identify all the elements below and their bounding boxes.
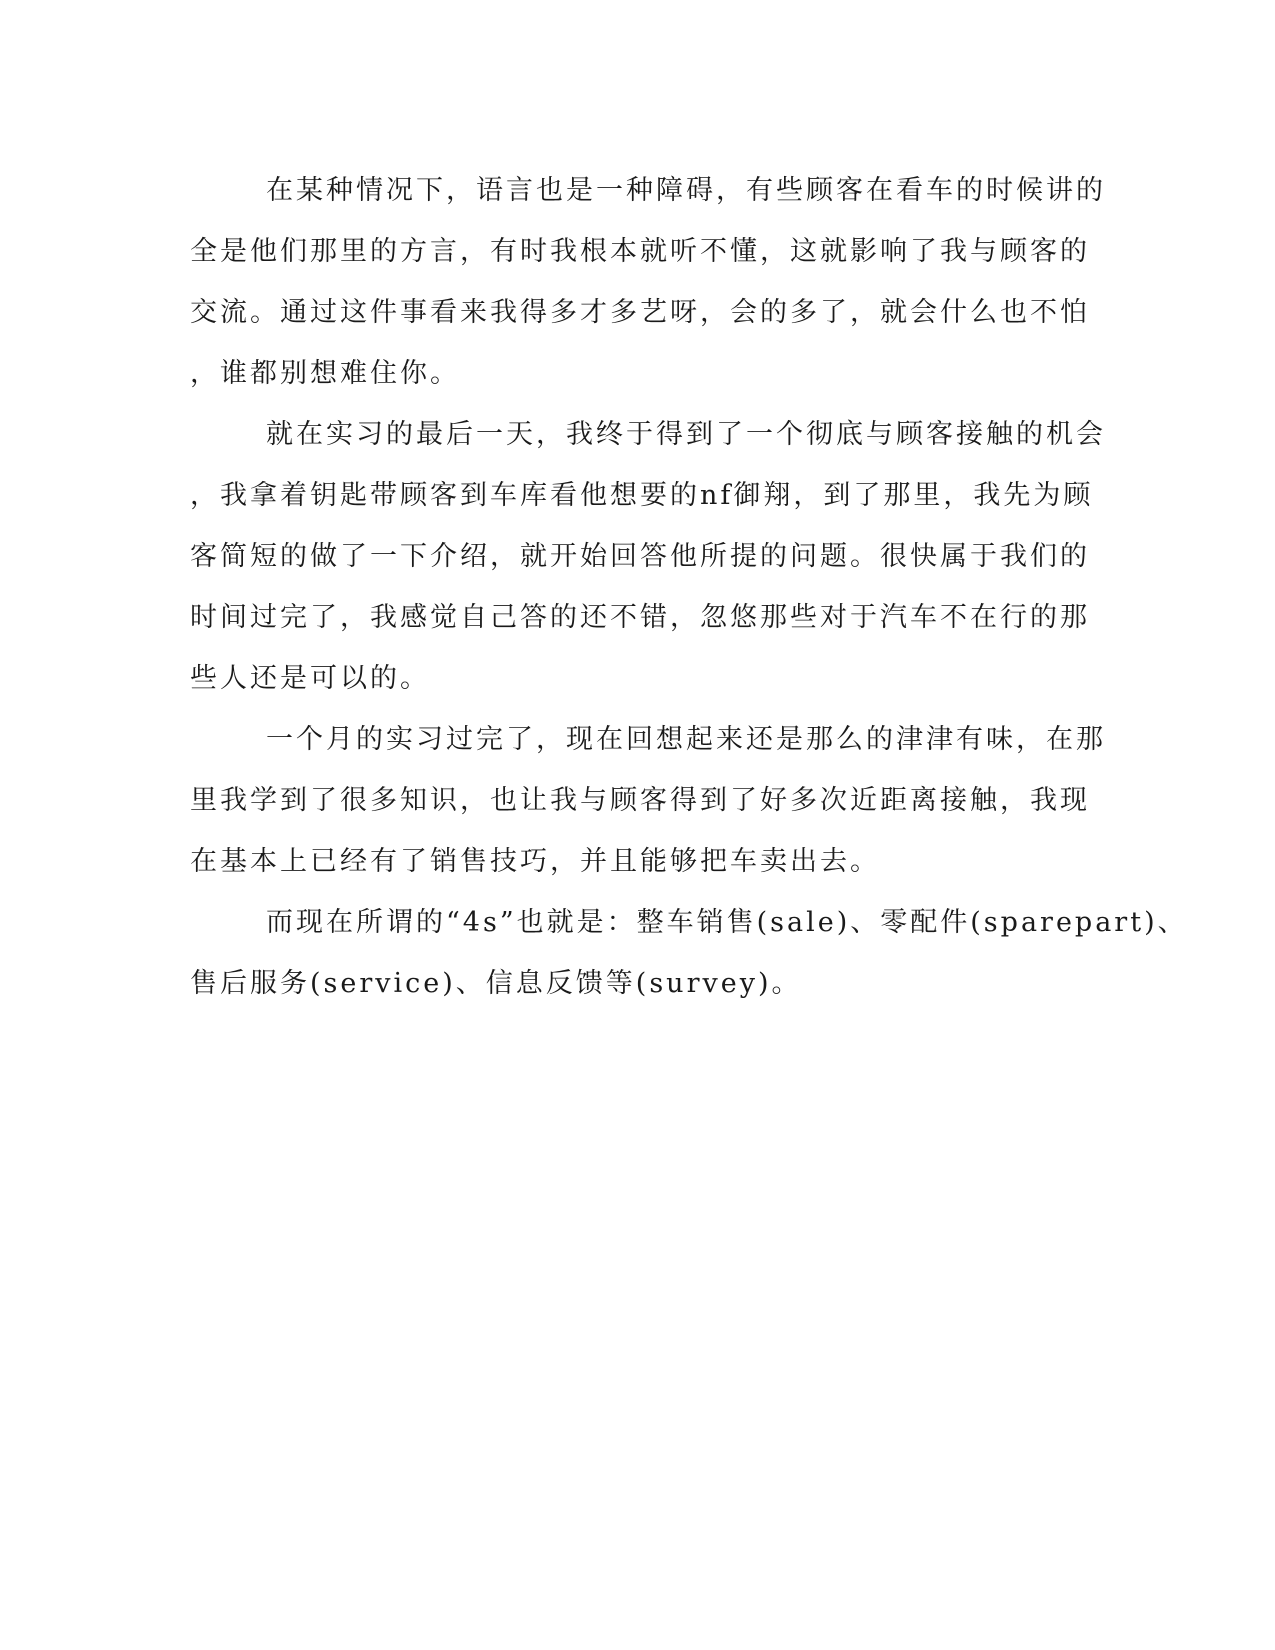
paragraph-line: 在某种情况下，语言也是一种障碍，有些顾客在看车的时候讲的	[266, 175, 1106, 206]
paragraph-2	[190, 404, 1106, 709]
paragraph-4	[190, 892, 1188, 1014]
paragraph-line: ，谁都别想难住你。	[190, 358, 460, 389]
paragraph-1	[190, 160, 1106, 404]
paragraph-line: 里我学到了很多知识，也让我与顾客得到了好多次近距离接触，我现	[190, 785, 1090, 816]
paragraph-line: 售后服务(service)、信息反馈等(survey)。	[190, 968, 802, 999]
paragraph-line: 些人还是可以的。	[190, 663, 430, 694]
paragraph-line: ，我拿着钥匙带顾客到车库看他想要的nf御翔，到了那里，我先为顾	[190, 480, 1094, 511]
paragraph-line: 在基本上已经有了销售技巧，并且能够把车卖出去。	[190, 846, 880, 877]
paragraph-line: 就在实习的最后一天，我终于得到了一个彻底与顾客接触的机会	[266, 419, 1106, 450]
document-body	[190, 160, 1188, 1014]
paragraph-3	[190, 709, 1106, 892]
paragraph-line: 一个月的实习过完了，现在回想起来还是那么的津津有味，在那	[266, 724, 1106, 755]
paragraph-line: 客简短的做了一下介绍，就开始回答他所提的问题。很快属于我们的	[190, 541, 1090, 572]
paragraph-line: 时间过完了，我感觉自己答的还不错，忽悠那些对于汽车不在行的那	[190, 602, 1090, 633]
paragraph-line: 全是他们那里的方言，有时我根本就听不懂，这就影响了我与顾客的	[190, 236, 1090, 267]
paragraph-line: 交流。通过这件事看来我得多才多艺呀，会的多了，就会什么也不怕	[190, 297, 1090, 328]
paragraph-line: 而现在所谓的“4s”也就是：整车销售(sale)、零配件(sparepart)、	[266, 907, 1188, 938]
